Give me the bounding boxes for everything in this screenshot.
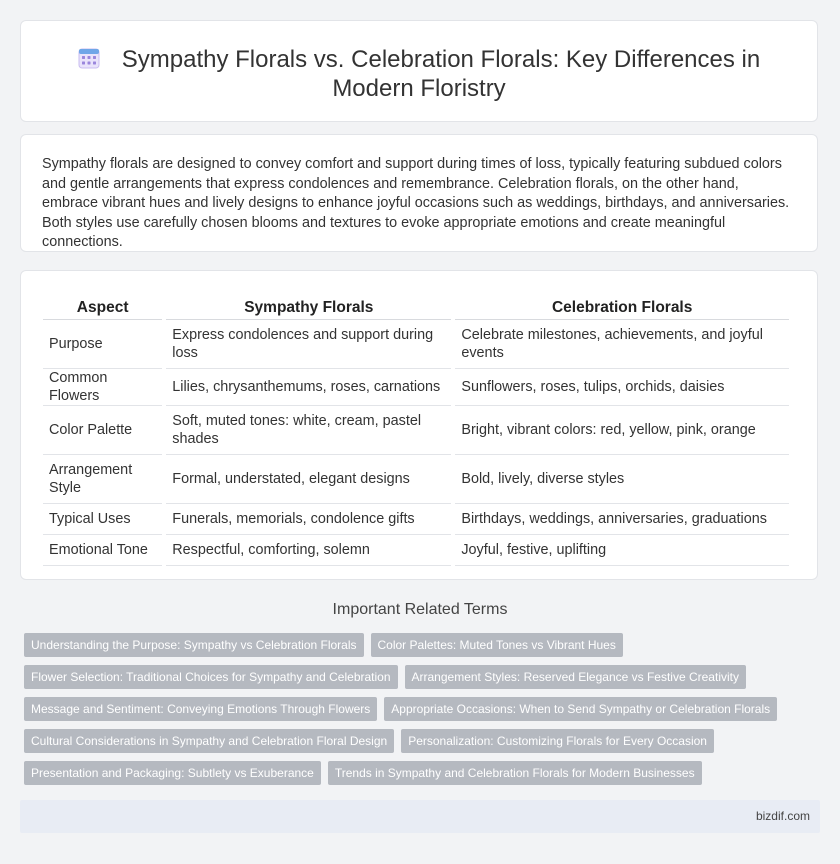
table-header-row	[43, 295, 789, 320]
related-term-link[interactable]: Flower Selection: Traditional Choices for Sympathy and Celebration	[24, 665, 398, 689]
tag-row	[24, 697, 824, 729]
table-row	[43, 504, 789, 535]
table-cell: Common Flowers	[43, 369, 162, 406]
tag-row	[24, 761, 824, 793]
table-row	[43, 320, 789, 369]
table-cell: Purpose	[43, 320, 162, 369]
footer	[20, 800, 820, 833]
table-cell: Express condolences and support during loss	[166, 320, 451, 369]
intro-paragraph: Sympathy florals are designed to convey comfort and support during times of loss, typically featuring subdued colors and gentle arrangements that express condolences and remembrance. Celebration florals, on the other hand, embrace vibrant hues and lively designs to enhance joyful occasions such as weddings, birthdays, and anniversaries. Both styles use carefully chosen blooms and textures to evoke appropriate emotions and create meaningful connections.	[42, 156, 790, 250]
intro-card	[20, 134, 818, 252]
table-row	[43, 406, 789, 455]
header-sympathy: Sympathy Florals	[166, 295, 451, 320]
page-title-text: Sympathy Florals vs. Celebration Florals: Key Differences in Modern Floristry	[121, 46, 761, 102]
related-term-link[interactable]: Appropriate Occasions: When to Send Sympathy or Celebration Florals	[384, 697, 777, 721]
table-cell: Birthdays, weddings, anniversaries, graduations	[455, 504, 789, 535]
table-cell: Formal, understated, elegant designs	[166, 455, 451, 504]
table-cell: Arrangement Style	[43, 455, 162, 504]
table-cell: Emotional Tone	[43, 535, 162, 566]
table-row	[43, 455, 789, 504]
table-cell: Typical Uses	[43, 504, 162, 535]
related-terms-title: Important Related Terms	[332, 601, 508, 618]
tag-row	[24, 665, 824, 697]
table-cell: Funerals, memorials, condolence gifts	[166, 504, 451, 535]
header-celebration: Celebration Florals	[455, 295, 789, 320]
related-term-link[interactable]: Color Palettes: Muted Tones vs Vibrant Hues	[371, 633, 623, 657]
tag-row	[24, 729, 824, 761]
related-term-link[interactable]: Presentation and Packaging: Subtlety vs Exuberance	[24, 761, 321, 785]
related-term-link[interactable]: Understanding the Purpose: Sympathy vs Celebration Florals	[24, 633, 364, 657]
related-term-link[interactable]: Trends in Sympathy and Celebration Florals for Modern Businesses	[328, 761, 702, 785]
table-cell: Soft, muted tones: white, cream, pastel shades	[166, 406, 451, 455]
table-cell: Celebrate milestones, achievements, and joyful events	[455, 320, 789, 369]
header-aspect: Aspect	[43, 295, 162, 320]
table-cell: Bright, vibrant colors: red, yellow, pink, orange	[455, 406, 789, 455]
header-card	[20, 20, 818, 122]
table-row	[43, 369, 789, 406]
tag-row	[24, 633, 824, 665]
table-cell: Lilies, chrysanthemums, roses, carnations	[166, 369, 451, 406]
table-cell: Bold, lively, diverse styles	[455, 455, 789, 504]
comparison-table	[39, 295, 793, 566]
related-term-link[interactable]: Cultural Considerations in Sympathy and Celebration Floral Design	[24, 729, 394, 753]
table-cell: Color Palette	[43, 406, 162, 455]
table-cell: Respectful, comforting, solemn	[166, 535, 451, 566]
page-title	[61, 45, 777, 103]
related-term-link[interactable]: Message and Sentiment: Conveying Emotions Through Flowers	[24, 697, 377, 721]
related-terms-list	[24, 633, 824, 793]
comparison-card	[20, 270, 818, 580]
table-cell: Joyful, festive, uplifting	[455, 535, 789, 566]
table-cell: Sunflowers, roses, tulips, orchids, daisies	[455, 369, 789, 406]
table-row	[43, 535, 789, 566]
related-term-link[interactable]: Arrangement Styles: Reserved Elegance vs Festive Creativity	[405, 665, 746, 689]
calendar-icon	[78, 47, 100, 69]
footer-site-link[interactable]: bizdif.com	[755, 809, 810, 823]
related-term-link[interactable]: Personalization: Customizing Florals for Every Occasion	[401, 729, 714, 753]
